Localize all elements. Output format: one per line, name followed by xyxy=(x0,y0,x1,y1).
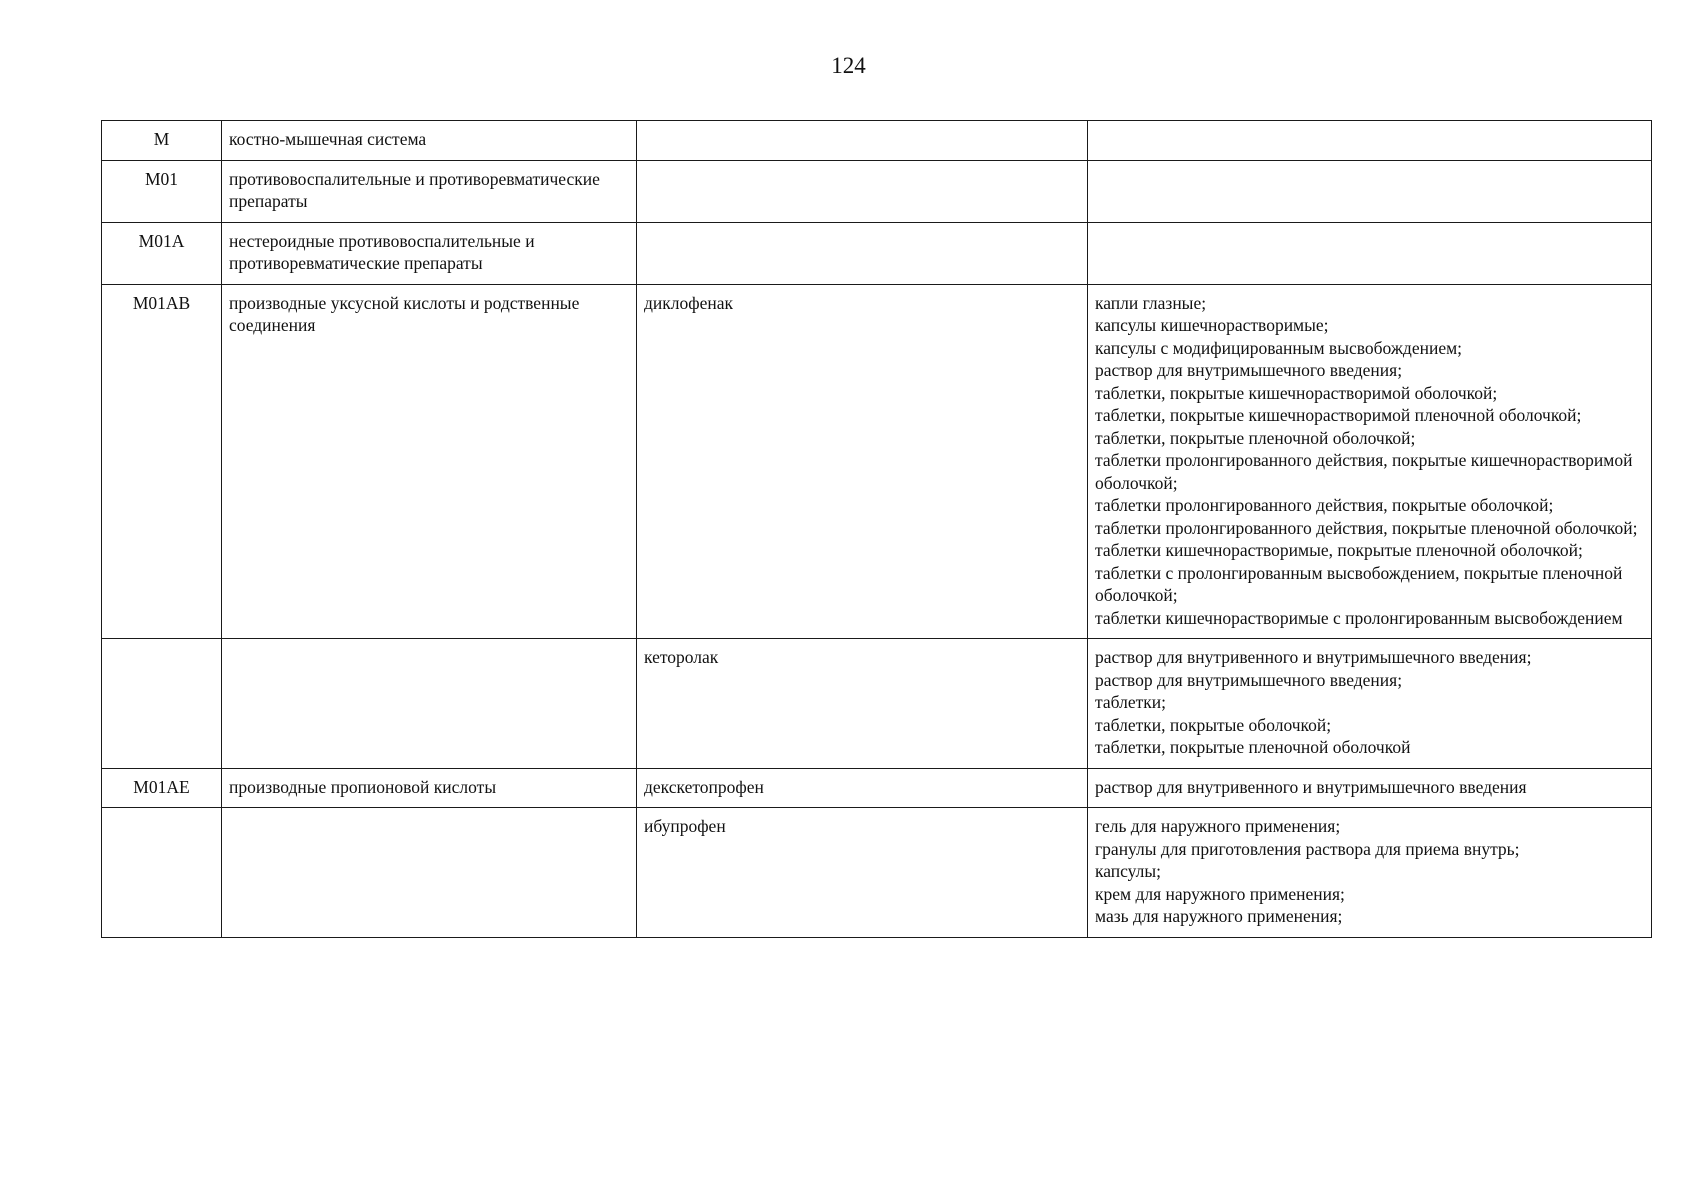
atc-group-cell: производные пропионовой кислоты xyxy=(222,768,637,808)
atc-group-cell xyxy=(222,639,637,769)
dosage-form: капсулы с модифицированным высвобождением; xyxy=(1095,337,1463,358)
drug-name-cell: кеторолак xyxy=(637,639,1088,769)
dosage-form: таблетки пролонгированного действия, покрытые оболочкой; xyxy=(1095,495,1554,515)
dosage-form: капли глазные; xyxy=(1095,292,1207,313)
atc-code-cell: M01AB xyxy=(102,284,222,639)
dosage-form: таблетки кишечнорастворимые с пролонгированным высвобождением xyxy=(1095,607,1623,628)
drug-name-cell: ибупрофен xyxy=(637,808,1088,938)
atc-group-cell: противовоспалительные и противоревматические препараты xyxy=(222,160,637,222)
table-row xyxy=(102,768,1652,808)
dosage-form: таблетки, покрытые кишечнорастворимой пленочной оболочкой; xyxy=(1095,405,1582,425)
atc-code-cell: M01AE xyxy=(102,768,222,808)
dosage-forms-cell xyxy=(1088,160,1652,222)
dosage-form: таблетки с пролонгированным высвобождением, покрытые пленочной оболочкой; xyxy=(1095,562,1623,605)
dosage-form: гранулы для приготовления раствора для приема внутрь; xyxy=(1095,838,1520,859)
dosage-form: таблетки кишечнорастворимые, покрытые пленочной оболочкой; xyxy=(1095,540,1583,560)
atc-code-cell: M01 xyxy=(102,160,222,222)
atc-code-cell xyxy=(102,808,222,938)
atc-group-cell xyxy=(222,808,637,938)
atc-code-cell: M01A xyxy=(102,222,222,284)
dosage-forms-cell xyxy=(1088,284,1652,639)
table-row xyxy=(102,160,1652,222)
dosage-form: раствор для внутривенного и внутримышечного введения xyxy=(1095,776,1527,797)
dosage-forms-cell xyxy=(1088,222,1652,284)
dosage-forms-cell xyxy=(1088,808,1652,938)
atc-group-cell: нестероидные противовоспалительные и противоревматические препараты xyxy=(222,222,637,284)
dosage-form: таблетки пролонгированного действия, покрытые пленочной оболочкой; xyxy=(1095,517,1638,538)
table-body xyxy=(102,121,1652,938)
dosage-form: таблетки; xyxy=(1095,692,1166,712)
table-row xyxy=(102,639,1652,769)
dosage-form: таблетки, покрытые пленочной оболочкой; xyxy=(1095,427,1416,448)
atc-code-cell: M xyxy=(102,121,222,161)
dosage-form: крем для наружного применения; xyxy=(1095,883,1345,904)
dosage-form: раствор для внутримышечного введения; xyxy=(1095,360,1403,380)
drug-name-cell: декскетопрофен xyxy=(637,768,1088,808)
dosage-forms-cell xyxy=(1088,639,1652,769)
table-row xyxy=(102,222,1652,284)
dosage-forms-cell xyxy=(1088,768,1652,808)
drug-name-cell: диклофенак xyxy=(637,284,1088,639)
dosage-form: капсулы; xyxy=(1095,861,1162,881)
dosage-form: раствор для внутримышечного введения; xyxy=(1095,669,1403,690)
atc-group-cell: производные уксусной кислоты и родственные соединения xyxy=(222,284,637,639)
drug-table xyxy=(101,120,1652,938)
atc-group-cell: костно-мышечная система xyxy=(222,121,637,161)
dosage-forms-cell xyxy=(1088,121,1652,161)
table-row xyxy=(102,284,1652,639)
dosage-form: раствор для внутривенного и внутримышечного введения; xyxy=(1095,647,1532,667)
drug-name-cell xyxy=(637,222,1088,284)
dosage-form: гель для наружного применения; xyxy=(1095,816,1341,836)
page-number: 124 xyxy=(831,53,866,78)
drug-name-cell xyxy=(637,121,1088,161)
dosage-form: капсулы кишечнорастворимые; xyxy=(1095,315,1329,335)
drug-name-cell xyxy=(637,160,1088,222)
table-row xyxy=(102,121,1652,161)
atc-code-cell xyxy=(102,639,222,769)
dosage-form: таблетки, покрытые пленочной оболочкой xyxy=(1095,737,1411,757)
table-row xyxy=(102,808,1652,938)
dosage-form: таблетки, покрытые оболочкой; xyxy=(1095,714,1332,735)
dosage-form: таблетки, покрытые кишечнорастворимой оболочкой; xyxy=(1095,382,1498,403)
dosage-form: таблетки пролонгированного действия, покрытые кишечнорастворимой оболочкой; xyxy=(1095,450,1633,493)
dosage-form: мазь для наружного применения; xyxy=(1095,906,1343,926)
